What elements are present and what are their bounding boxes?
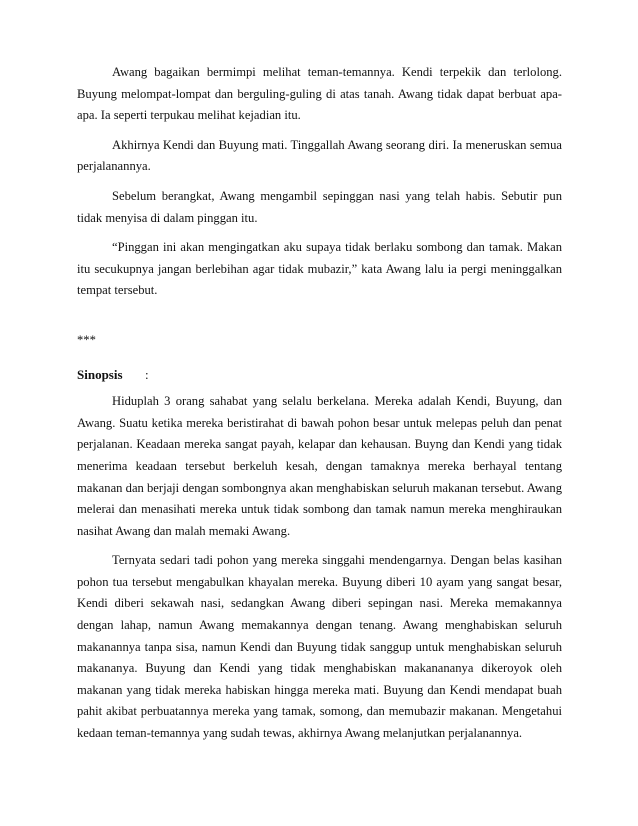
synopsis-label: Sinopsis xyxy=(77,366,123,382)
synopsis-paragraph-2: Ternyata sedari tadi pohon yang mereka singgahi mendengarnya. Dengan belas kasihan pohon tua tersebut mengabulkan khayalan mereka. Buyung diberi 10 ayam yang sangat besar, Kendi diberi sekawah nasi, sedangkan Awang diberi sepingan nasi. Mereka memakannya dengan lahap, namun Awang memakannya dengan tenang. Awang menghabiskan seluruh makanannya tanpa sisa, namun Kendi dan Buyung tidak sanggup untuk menghabiskan seluruh makananya. Buyung dan Kendi yang tidak menghabiskan makanananya dikeroyok oleh makanan yang tidak mereka habiskan hingga mereka mati. Buyung dan Kendi mendapat buah pahit akibat perbuatannya mereka yang tamak, somong, dan memubazir makanan. Mengetahui kedaan teman-temannya yang sudah tewas, akhirnya Awang melanjutkan perjalanannya. xyxy=(77,553,562,741)
story-paragraph-3: Sebelum berangkat, Awang mengambil sepinggan nasi yang telah habis. Sebutir pun tidak menyisa di dalam pinggan itu. xyxy=(77,188,562,225)
synopsis-heading xyxy=(77,364,562,386)
document-page xyxy=(77,62,562,753)
story-paragraph-2: Akhirnya Kendi dan Buyung mati. Tinggallah Awang seorang diri. Ia meneruskan semua perjalanannya. xyxy=(77,137,562,174)
synopsis-paragraph-1: Hiduplah 3 orang sahabat yang selalu berkelana. Mereka adalah Kendi, Buyung, dan Awang. Suatu ketika mereka beristirahat di bawah pohon besar untuk melepas peluh dan penat perjalanan. Keadaan mereka sangat payah, kelapar dan kehausan. Buyng dan Kendi yang tidak menerima keadaan tersebut berkeluh kesah, dengan tamaknya mereka berhayal tentang makanan dan berjaji dengan sombongnya akan menghabiskan seluruh makanan tersebut. Awang melerai dan menasihati mereka untuk tidak sombong dan tamak namun mereka menghiraukan nasihat Awang dan malah memaki Awang. xyxy=(77,394,562,538)
story-paragraph-1: Awang bagaikan bermimpi melihat teman-temannya. Kendi terpekik dan terlolong. Buyung melompat-lompat dan berguling-guling di atas tanah. Awang tidak dapat berbuat apa-apa. Ia seperti terpukau melihat kejadian itu. xyxy=(77,65,562,123)
story-paragraph-4: “Pinggan ini akan mengingatkan aku supaya tidak berlaku sombong dan tamak. Makan itu secukupnya jangan berlebihan agar tidak mubazir,” kata Awang lalu ia pergi meninggalkan tempat tersebut. xyxy=(77,240,562,298)
synopsis-colon: : xyxy=(145,366,149,382)
section-separator: *** xyxy=(77,332,96,347)
